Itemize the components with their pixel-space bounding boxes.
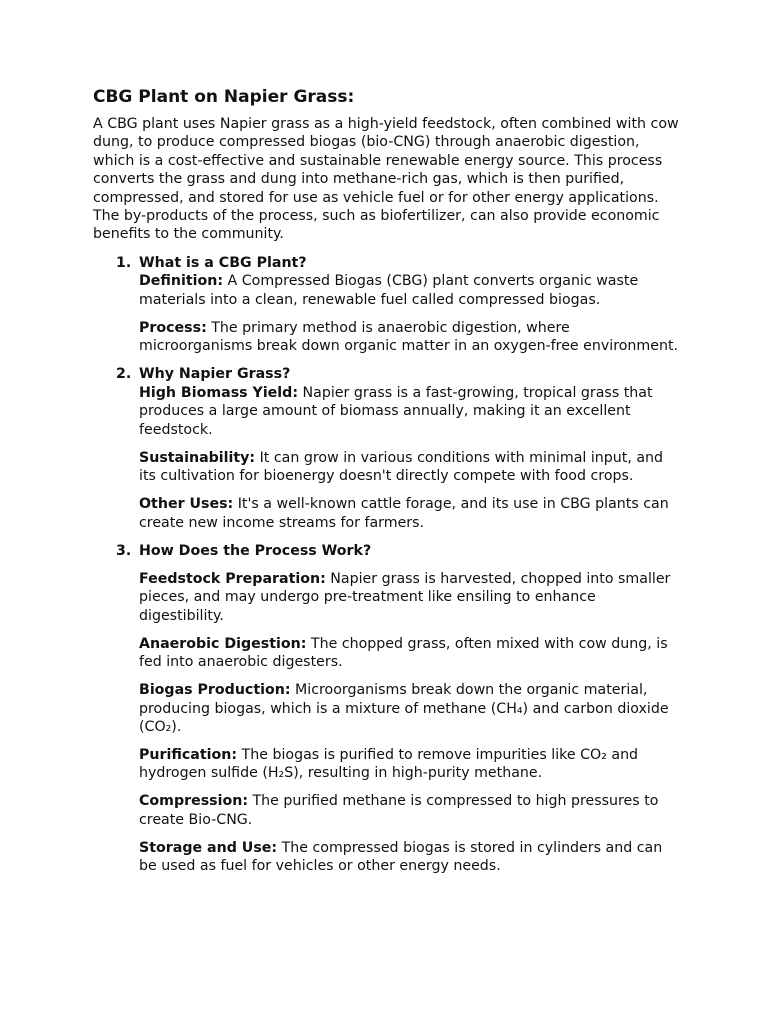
item-term: Definition: — [139, 273, 224, 290]
item-text: It's a well-known cattle forage, and its use in CBG plants can create new income streams for farmers. — [139, 496, 669, 531]
list-item — [139, 319, 679, 356]
list-item — [139, 272, 679, 309]
item-text: The biogas is purified to remove impurities like CO₂ and hydrogen sulfide (H₂S), resulting in high-purity methane. — [139, 746, 639, 782]
section-list — [93, 254, 679, 876]
list-item — [139, 570, 679, 625]
list-item — [139, 635, 679, 672]
item-term: Sustainability: — [139, 449, 256, 466]
item-term: Feedstock Preparation: — [139, 570, 326, 587]
section-what-is-cbg — [93, 254, 679, 356]
item-term: High Biomass Yield: — [139, 384, 298, 401]
item-term: Storage and Use: — [139, 839, 278, 856]
document-page — [93, 86, 679, 886]
document-title: CBG Plant on Napier Grass: — [93, 87, 355, 107]
list-item — [139, 792, 679, 829]
item-text: Napier grass is harvested, chopped into smaller pieces, and may undergo pre-treatment like ensiling to enhance digestibility. — [139, 570, 671, 624]
section-process-steps — [93, 542, 679, 876]
list-item — [139, 681, 679, 736]
item-text: Microorganisms break down the organic material, producing biogas, which is a mixture of methane (CH₄) and carbon dioxide (CO₂). — [139, 682, 669, 735]
item-text: The chopped grass, often mixed with cow dung, is fed into anaerobic digesters. — [139, 635, 668, 671]
item-text: The purified methane is compressed to high pressures to create Bio-CNG. — [139, 793, 659, 828]
section-number: 3. — [116, 542, 132, 559]
list-item — [139, 839, 679, 876]
item-term: Anaerobic Digestion: — [139, 635, 307, 652]
item-term: Biogas Production: — [139, 682, 291, 699]
section-heading: Why Napier Grass? — [139, 366, 291, 383]
section-number: 2. — [116, 366, 132, 383]
item-term: Process: — [139, 319, 207, 336]
section-heading: What is a CBG Plant? — [139, 254, 307, 271]
list-item — [139, 384, 679, 439]
item-text: The primary method is anaerobic digestion, where microorganisms break down organic matter in an oxygen-free environment. — [139, 319, 679, 355]
section-heading: How Does the Process Work? — [139, 542, 372, 559]
section-number: 1. — [116, 254, 132, 271]
item-term: Purification: — [139, 746, 238, 763]
list-item — [139, 746, 679, 783]
item-text: A Compressed Biogas (CBG) plant converts organic waste materials into a clean, renewable fuel called compressed biogas. — [139, 273, 639, 308]
item-term: Compression: — [139, 793, 248, 810]
intro-paragraph: A CBG plant uses Napier grass as a high-yield feedstock, often combined with cow dung, to produce compressed biogas (bio-CNG) through anaerobic digestion, which is a cost-effective and sustainable renewable energy source. This process converts the grass and dung into methane-rich gas, which is then purified, compressed, and stored for use as vehicle fuel or for other energy applications. The by-products of the process, such as biofertilizer, can also provide economic benefits to the community. — [93, 116, 679, 243]
section-why-napier-grass — [93, 365, 679, 531]
item-term: Other Uses: — [139, 496, 234, 513]
item-text: It can grow in various conditions with minimal input, and its cultivation for bioenergy doesn't directly compete with food crops. — [139, 449, 664, 485]
item-text: Napier grass is a fast-growing, tropical grass that produces a large amount of biomass annually, making it an excellent feedstock. — [139, 384, 653, 438]
list-item — [139, 495, 679, 532]
item-text: The compressed biogas is stored in cylinders and can be used as fuel for vehicles or other energy needs. — [139, 839, 663, 875]
list-item — [139, 449, 679, 486]
